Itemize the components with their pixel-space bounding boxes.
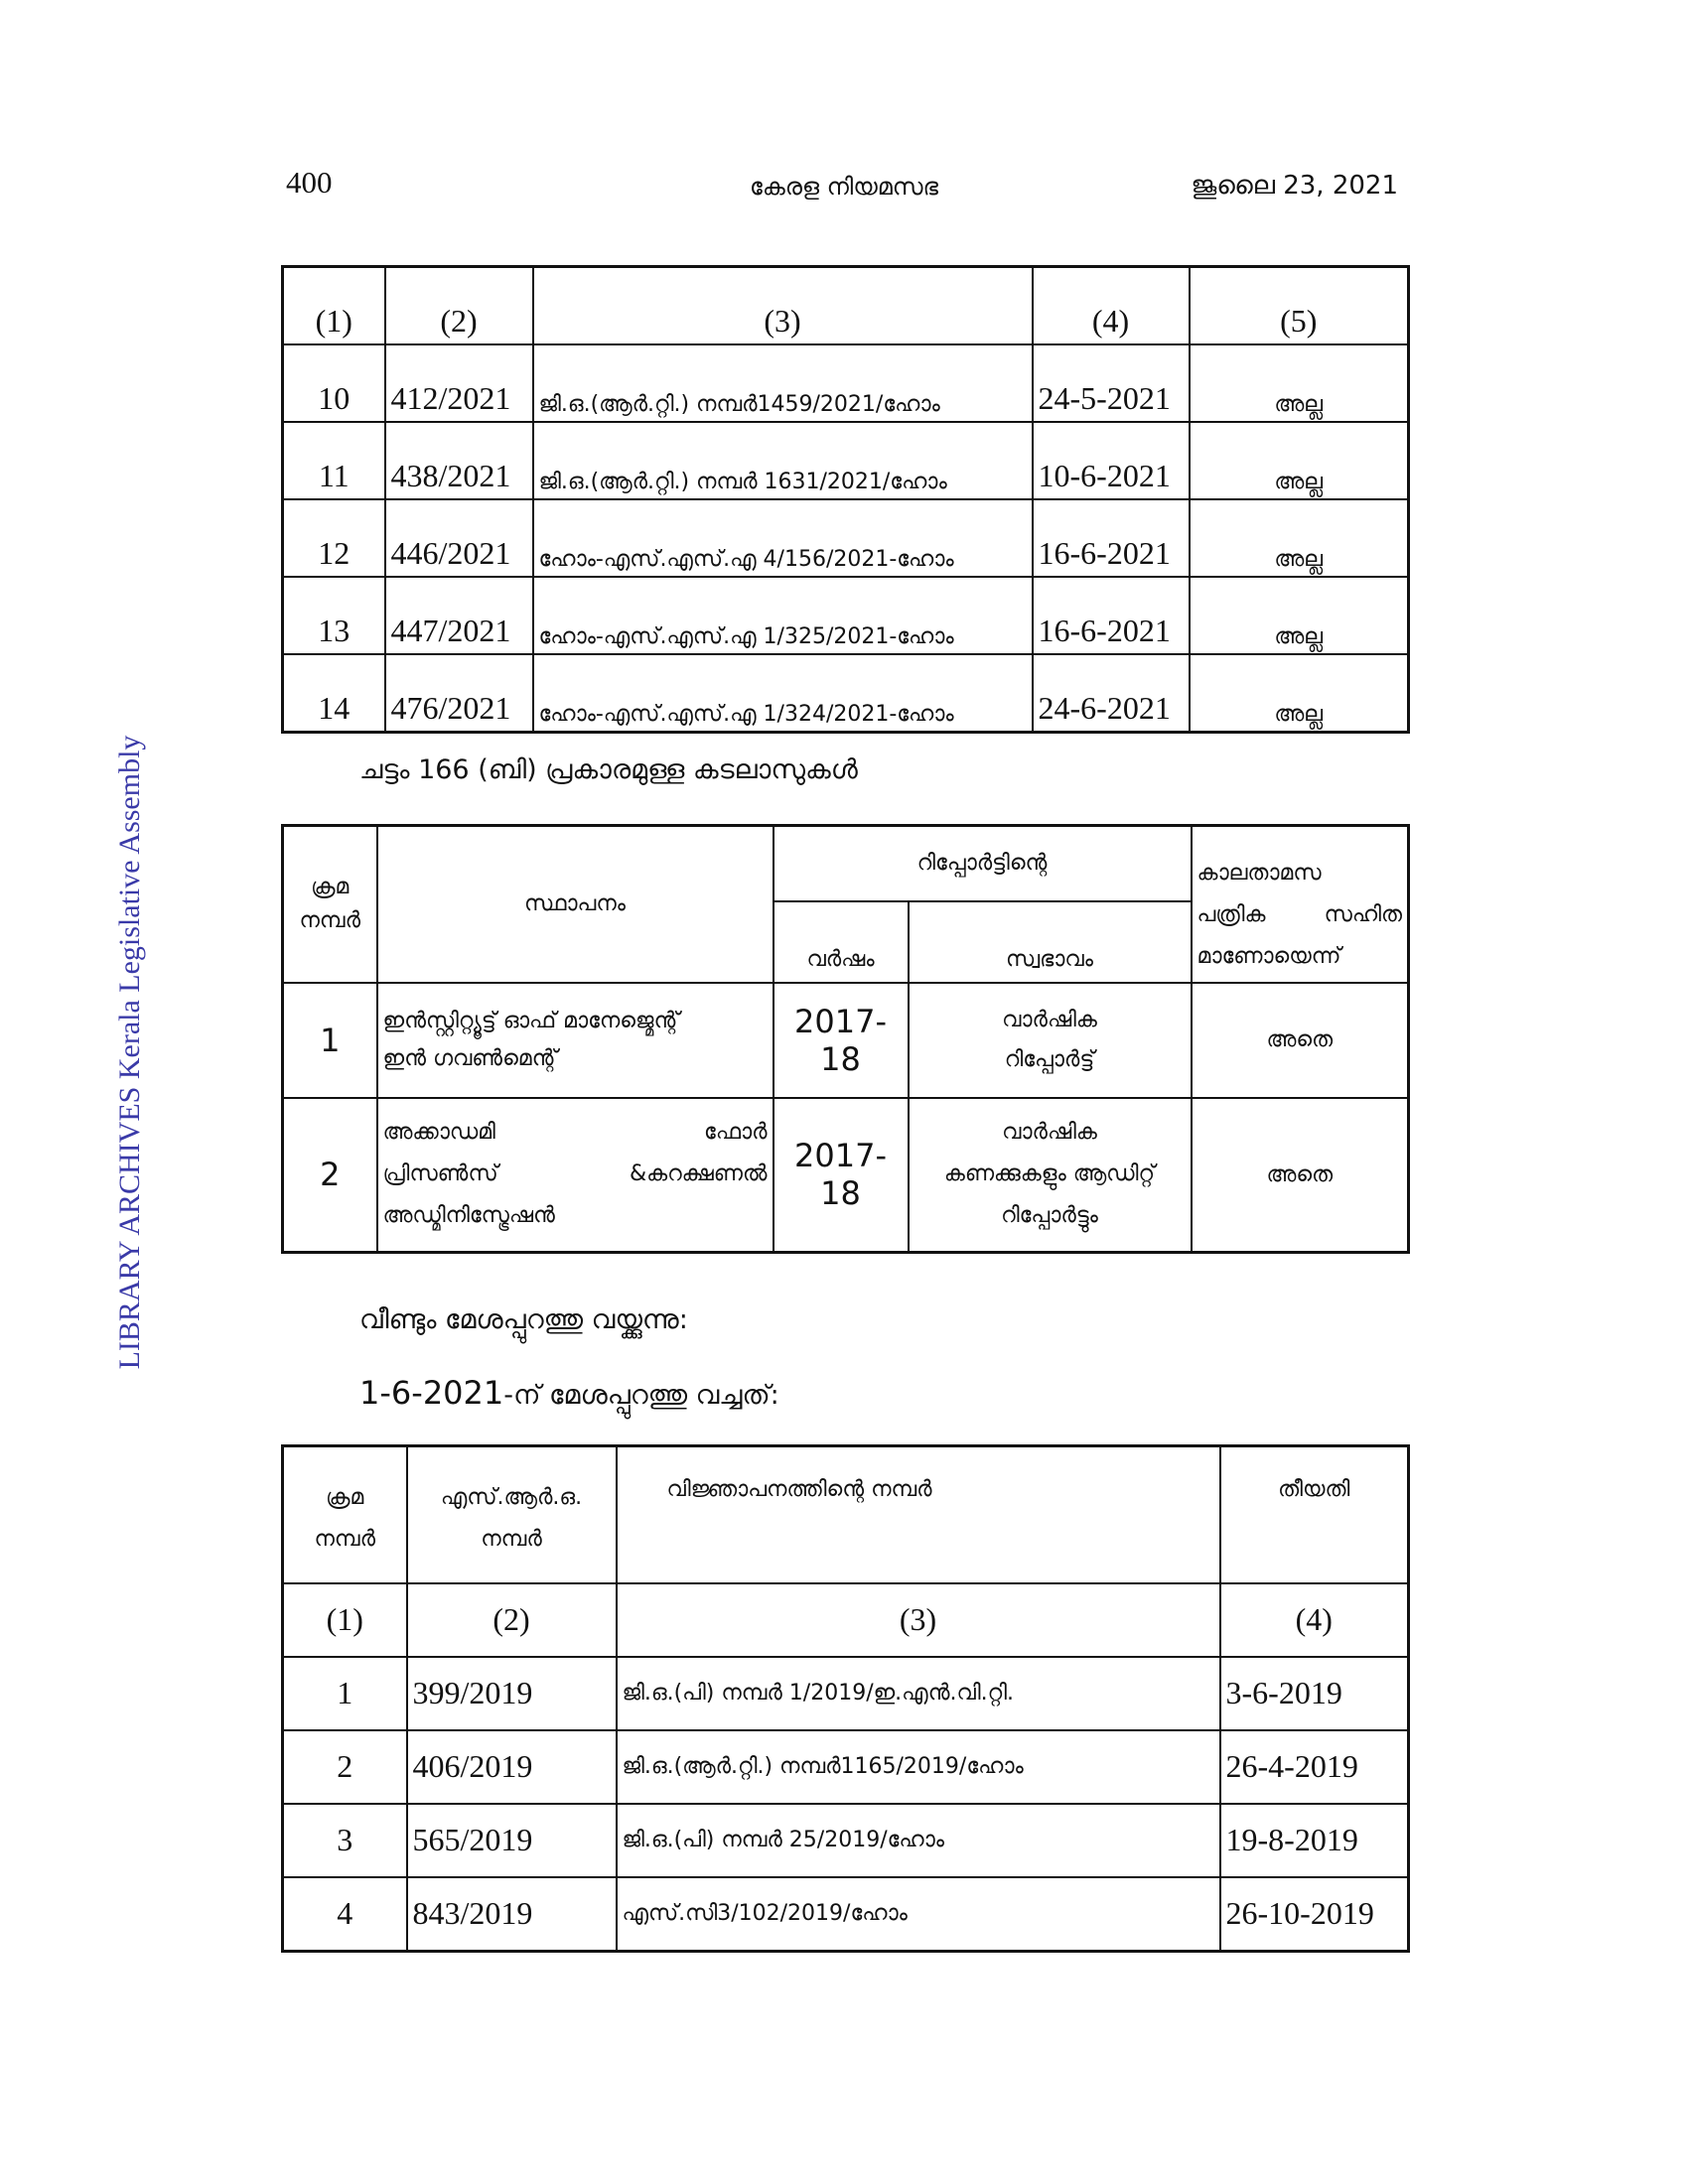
column-number: (4): [1220, 1583, 1409, 1657]
serial-cell: 2: [283, 1098, 377, 1253]
reference-cell: ഹോം-എസ്.എസ്.എ 1/325/2021-ഹോം: [533, 577, 1033, 654]
table-row: [283, 344, 1409, 422]
header-line: മാണോയെന്ന്: [1196, 944, 1341, 969]
caption-date: 1-6-2021: [359, 1374, 504, 1412]
number-cell: 476/2021: [385, 654, 533, 733]
serial-cell: 1: [283, 1657, 407, 1730]
institution-cell: [377, 983, 774, 1098]
date-cell: 26-4-2019: [1220, 1730, 1409, 1804]
status-cell: അല്ല: [1190, 654, 1409, 733]
serial-cell: 13: [283, 577, 385, 654]
reference-cell: ഹോം-എസ്.എസ്.എ 4/156/2021-ഹോം: [533, 499, 1033, 577]
cell-line: വാർഷിക: [1002, 1120, 1097, 1146]
sro-number-cell: 843/2019: [407, 1877, 617, 1952]
notification-cell: ജി.ഒ.(പി) നമ്പർ 1/2019/ഇ.എൻ.വി.റ്റി.: [617, 1657, 1220, 1730]
status-cell: അല്ല: [1190, 422, 1409, 499]
column-header-sro: [407, 1446, 617, 1583]
notification-cell: ജി.ഒ.(പി) നമ്പർ 25/2019/ഹോം: [617, 1804, 1220, 1877]
column-header-serial: [283, 826, 377, 983]
table-row: [283, 1098, 1409, 1253]
status-cell: അതെ: [1192, 983, 1409, 1098]
column-header: (3): [533, 267, 1033, 345]
column-number: (2): [407, 1583, 617, 1657]
column-header-institution: സ്ഥാപനം: [377, 826, 774, 983]
date-cell: 16-6-2021: [1033, 499, 1190, 577]
column-header: (4): [1033, 267, 1190, 345]
header-line: ക്രമ: [326, 1485, 364, 1510]
column-number: (1): [283, 1583, 407, 1657]
status-cell: അല്ല: [1190, 499, 1409, 577]
section-caption-relaid: വീണ്ടും മേശപ്പുറത്തു വയ്ക്കുന്നു:: [359, 1304, 688, 1335]
table-header-row: [283, 267, 1409, 345]
table-row: [283, 1877, 1409, 1952]
nature-cell: [909, 1098, 1192, 1253]
serial-cell: 10: [283, 344, 385, 422]
cell-line: പ്രിസൺസ് &കറക്ഷണൽ: [382, 1161, 768, 1187]
cell-line: റിപ്പോർട്ട്: [1004, 1046, 1095, 1072]
reference-cell: ജി.ഒ.(ആർ.റ്റി.) നമ്പർ1459/2021/ഹോം: [533, 344, 1033, 422]
number-cell: 412/2021: [385, 344, 533, 422]
column-header: (2): [385, 267, 533, 345]
institution-cell: [377, 1098, 774, 1253]
cell-line: അക്കാഡമി ഫോർ: [382, 1120, 768, 1146]
serial-cell: 1: [283, 983, 377, 1098]
reference-cell: ഹോം-എസ്.എസ്.എ 1/324/2021-ഹോം: [533, 654, 1033, 733]
table-row: [283, 1804, 1409, 1877]
date-cell: 10-6-2021: [1033, 422, 1190, 499]
year-cell: 2017-18: [774, 1098, 909, 1253]
header-line: നമ്പർ: [481, 1527, 542, 1552]
rule-166b-table: [281, 824, 1410, 1254]
table-row: [283, 1657, 1409, 1730]
number-cell: 447/2021: [385, 577, 533, 654]
serial-cell: 2: [283, 1730, 407, 1804]
table-colnum-row: [283, 1583, 1409, 1657]
date-cell: 24-6-2021: [1033, 654, 1190, 733]
date-cell: 26-10-2019: [1220, 1877, 1409, 1952]
table-row: [283, 499, 1409, 577]
cell-line: അഡ്മിനിസ്ട്രേഷൻ: [382, 1203, 555, 1229]
column-header: (5): [1190, 267, 1409, 345]
continued-table: [281, 265, 1410, 734]
header-line: നമ്പർ: [314, 1527, 375, 1552]
column-header: (1): [283, 267, 385, 345]
column-header-notification: വിജ്ഞാപനത്തിന്റെ നമ്പർ: [617, 1446, 1220, 1583]
header-line: ക്രമ: [311, 874, 350, 899]
column-header-delay: [1192, 826, 1409, 983]
cell-line: റിപ്പോർട്ടും: [1001, 1203, 1098, 1229]
section-caption-rule-166b: ചട്ടം 166 (ബി) പ്രകാരമുള്ള കടലാസുകൾ: [359, 754, 858, 785]
header-line: പത്രിക സഹിത: [1196, 902, 1402, 927]
notification-cell: ജി.ഒ.(ആർ.റ്റി.) നമ്പർ1165/2019/ഹോം: [617, 1730, 1220, 1804]
notification-cell: എസ്.സി3/102/2019/ഹോം: [617, 1877, 1220, 1952]
serial-cell: 3: [283, 1804, 407, 1877]
column-header-serial: [283, 1446, 407, 1583]
year-cell: 2017-18: [774, 983, 909, 1098]
header-line: നമ്പർ: [299, 907, 360, 933]
sro-number-cell: 399/2019: [407, 1657, 617, 1730]
table-header-row: [283, 826, 1409, 901]
table-row: [283, 654, 1409, 733]
header-line: കാലതാമസ: [1196, 861, 1322, 886]
sro-table: [281, 1444, 1410, 1953]
page-header-date: ജൂലൈ 23, 2021: [1191, 171, 1398, 201]
table-row: [283, 577, 1409, 654]
serial-cell: 4: [283, 1877, 407, 1952]
serial-cell: 11: [283, 422, 385, 499]
serial-cell: 14: [283, 654, 385, 733]
cell-line: ഇൻ ഗവൺമെന്റ്: [382, 1045, 558, 1071]
caption-text: -ന് മേശപ്പുറത്തു വച്ചത്:: [503, 1380, 779, 1411]
header-line: എസ്.ആർ.ഒ.: [440, 1485, 583, 1510]
status-cell: അല്ല: [1190, 344, 1409, 422]
column-number: (3): [617, 1583, 1220, 1657]
sro-number-cell: 565/2019: [407, 1804, 617, 1877]
cell-line: ഇൻസ്റ്റിറ്റ്യൂട്ട് ഓഫ് മാനേജ്മെന്റ്: [382, 1008, 680, 1033]
table-row: [283, 983, 1409, 1098]
date-cell: 16-6-2021: [1033, 577, 1190, 654]
table-row: [283, 1730, 1409, 1804]
section-caption-laid-on-date: [359, 1374, 779, 1412]
number-cell: 438/2021: [385, 422, 533, 499]
date-cell: 19-8-2019: [1220, 1804, 1409, 1877]
cell-line: കണക്കുകളും ആഡിറ്റ്: [943, 1161, 1156, 1187]
status-cell: അല്ല: [1190, 577, 1409, 654]
column-header-report: റിപ്പോർട്ടിന്റെ: [774, 826, 1192, 901]
date-cell: 24-5-2021: [1033, 344, 1190, 422]
number-cell: 446/2021: [385, 499, 533, 577]
column-header-date: തീയതി: [1220, 1446, 1409, 1583]
serial-cell: 12: [283, 499, 385, 577]
status-cell: അതെ: [1192, 1098, 1409, 1253]
page-number: 400: [286, 165, 333, 200]
column-header-year: വർഷം: [774, 901, 909, 983]
sro-number-cell: 406/2019: [407, 1730, 617, 1804]
reference-cell: ജി.ഒ.(ആർ.റ്റി.) നമ്പർ 1631/2021/ഹോം: [533, 422, 1033, 499]
date-cell: 3-6-2019: [1220, 1657, 1409, 1730]
cell-line: വാർഷിക: [1002, 1007, 1097, 1032]
column-header-nature: സ്വഭാവം: [909, 901, 1192, 983]
table-header-row: [283, 1446, 1409, 1583]
table-row: [283, 422, 1409, 499]
archive-watermark: LIBRARY ARCHIVES Kerala Legislative Assembly: [113, 735, 146, 1370]
nature-cell: [909, 983, 1192, 1098]
page-header-title: കേരള നിയമസഭ: [749, 173, 939, 201]
